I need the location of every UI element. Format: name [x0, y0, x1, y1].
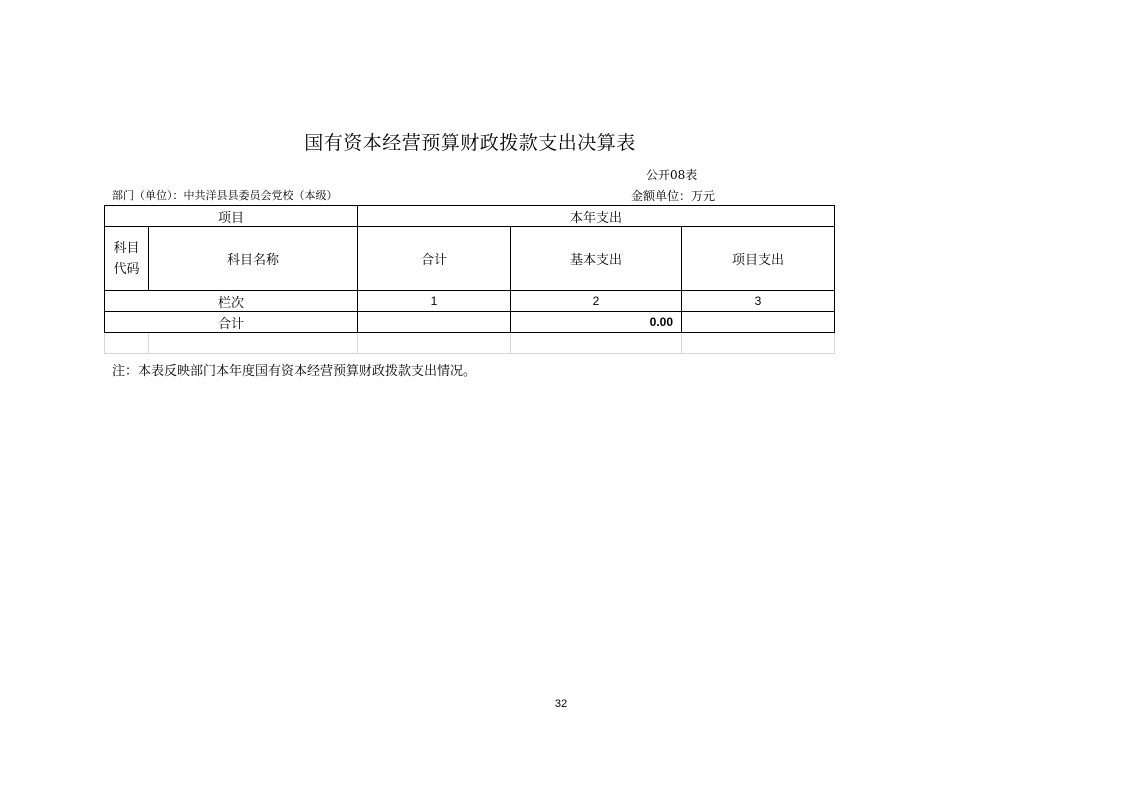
- report-title: 国有资本经营预算财政拨款支出决算表: [304, 132, 636, 154]
- subject-code-line1: 科目: [113, 240, 140, 256]
- empty-row: [105, 333, 835, 354]
- department-label: 部门（单位）：中共洋县县委员会党校（本级）: [112, 189, 338, 202]
- total-sum-cell: [358, 312, 511, 333]
- header-subject-code: [105, 227, 149, 291]
- index-cell-2: 2: [511, 291, 682, 312]
- expenditure-table: [104, 205, 835, 354]
- header-total: 合计: [358, 227, 511, 291]
- header-subject-name: 科目名称: [149, 227, 358, 291]
- header-item: 项目: [105, 206, 358, 227]
- total-row: [105, 312, 835, 333]
- footnote: 注：本表反映部门本年度国有资本经营预算财政拨款支出情况。: [112, 364, 477, 379]
- total-basic-cell: 0.00: [511, 312, 682, 333]
- total-row-label: 合计: [105, 312, 358, 333]
- header-current-year: 本年支出: [358, 206, 835, 227]
- index-cell-1: 1: [358, 291, 511, 312]
- empty-cell: [358, 333, 511, 354]
- header-project-expenditure: 项目支出: [682, 227, 835, 291]
- page-number: 32: [554, 698, 568, 710]
- empty-cell: [105, 333, 149, 354]
- empty-cell: [511, 333, 682, 354]
- index-row: [105, 291, 835, 312]
- index-row-label: 栏次: [105, 291, 358, 312]
- header-basic-expenditure: 基本支出: [511, 227, 682, 291]
- amount-unit-label: 金额单位：万元: [631, 189, 716, 203]
- total-project-cell: [682, 312, 835, 333]
- header-row-1: [105, 206, 835, 227]
- header-row-2: [105, 227, 835, 291]
- index-cell-3: 3: [682, 291, 835, 312]
- form-number: 公开08表: [646, 168, 698, 182]
- empty-cell: [682, 333, 835, 354]
- empty-cell: [149, 333, 358, 354]
- subject-code-line2: 代码: [113, 261, 140, 277]
